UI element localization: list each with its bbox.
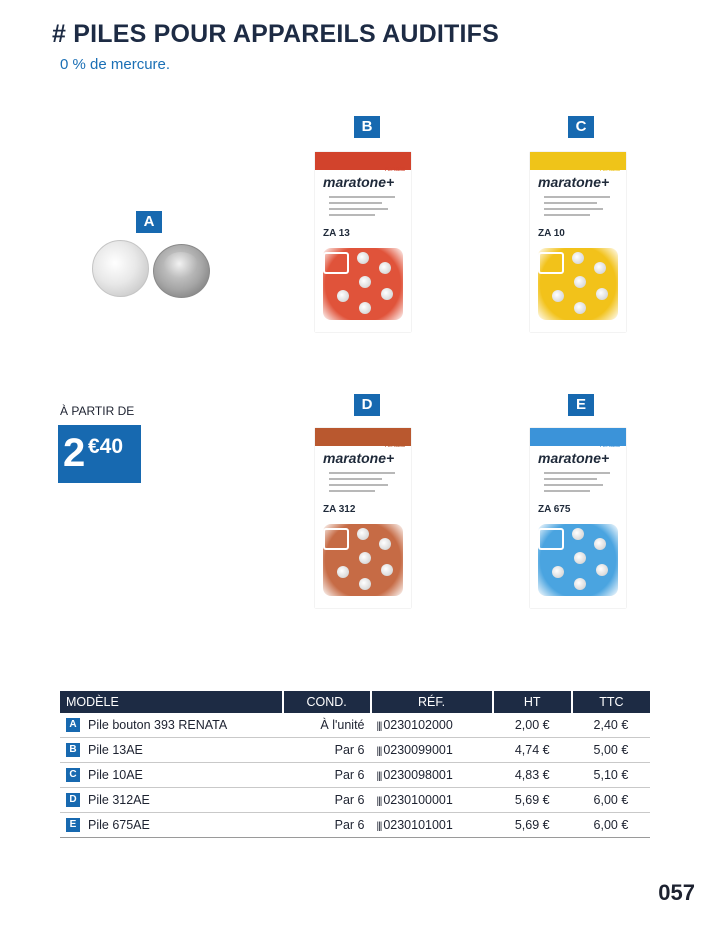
product-c-pack [530, 152, 626, 332]
product-d-pack [315, 428, 411, 608]
page-subtitle: 0 % de mercure. [60, 56, 171, 73]
pack-brand: maratone+ [538, 174, 610, 190]
row-model: Pile 312AE [88, 792, 150, 807]
row-letter: E [66, 818, 80, 832]
row-ttc: 5,00 € [572, 738, 650, 763]
button-cell-back [153, 244, 210, 298]
battery-cell [552, 566, 564, 578]
price-decimal: €40 [88, 435, 124, 458]
price-integer: 2 [63, 431, 86, 475]
header-ref: RÉF. [371, 691, 493, 713]
row-cond: Par 6 [283, 738, 371, 763]
pack-model: ZA 312 [323, 504, 356, 515]
battery-cell [552, 290, 564, 302]
battery-cell [381, 288, 393, 300]
row-ttc: 6,00 € [572, 813, 650, 838]
row-ttc: 6,00 € [572, 788, 650, 813]
row-ht: 2,00 € [493, 713, 572, 738]
product-e-letter: E [568, 394, 594, 416]
row-model: Pile bouton 393 RENATA [88, 717, 228, 732]
battery-cell [574, 276, 586, 288]
battery-cell [574, 302, 586, 314]
row-model: Pile 675AE [88, 817, 150, 832]
row-letter: A [66, 718, 80, 732]
header-cond: COND. [283, 691, 371, 713]
row-model: Pile 13AE [88, 742, 143, 757]
price-label: À PARTIR DE [60, 404, 135, 418]
button-cell-front [92, 240, 149, 297]
row-cond: Par 6 [283, 788, 371, 813]
pack-brand-small: renata [600, 442, 620, 449]
product-table [60, 691, 650, 838]
battery-cell [381, 564, 393, 576]
row-ht: 5,69 € [493, 813, 572, 838]
battery-cell [594, 262, 606, 274]
product-b-pack [315, 152, 411, 332]
table-row [60, 713, 650, 738]
battery-cell [359, 578, 371, 590]
battery-cell [572, 528, 584, 540]
pack-brand-small: renata [385, 166, 405, 173]
table-header-row [60, 691, 650, 713]
battery-cell [596, 288, 608, 300]
row-ref: 0230100001 [383, 793, 453, 807]
battery-cell [337, 566, 349, 578]
product-b-letter: B [354, 116, 380, 138]
battery-cell [596, 564, 608, 576]
battery-cell [359, 302, 371, 314]
pack-brand: maratone+ [323, 174, 395, 190]
page-number: 057 [658, 880, 695, 905]
product-d-letter: D [354, 394, 380, 416]
page-title: # PILES POUR APPAREILS AUDITIFS [52, 20, 499, 48]
pack-disc [538, 524, 618, 596]
barcode-icon: ||| [376, 796, 382, 807]
battery-cell [357, 252, 369, 264]
pack-model: ZA 675 [538, 504, 571, 515]
table-row [60, 738, 650, 763]
table-row [60, 788, 650, 813]
barcode-icon: ||| [376, 821, 382, 832]
barcode-icon: ||| [376, 746, 382, 757]
row-letter: B [66, 743, 80, 757]
battery-cell [379, 538, 391, 550]
battery-cell [359, 276, 371, 288]
battery-cell [574, 552, 586, 564]
row-ref: 0230102000 [383, 718, 453, 732]
row-cond: Par 6 [283, 763, 371, 788]
header-ht: HT [493, 691, 572, 713]
pack-disc [323, 524, 403, 596]
row-ht: 4,83 € [493, 763, 572, 788]
pack-brand-small: renata [385, 442, 405, 449]
row-letter: D [66, 793, 80, 807]
row-ref: 0230099001 [383, 743, 453, 757]
row-ref: 0230098001 [383, 768, 453, 782]
battery-cell [337, 290, 349, 302]
product-c-letter: C [568, 116, 594, 138]
pack-model: ZA 13 [323, 228, 350, 239]
row-cond: À l'unité [283, 713, 371, 738]
row-ttc: 5,10 € [572, 763, 650, 788]
product-a-letter: A [136, 211, 162, 233]
barcode-icon: ||| [376, 721, 382, 732]
row-letter: C [66, 768, 80, 782]
barcode-icon: ||| [376, 771, 382, 782]
battery-cell [574, 578, 586, 590]
product-e-pack [530, 428, 626, 608]
pack-brand: maratone+ [323, 450, 395, 466]
battery-cell [357, 528, 369, 540]
row-ttc: 2,40 € [572, 713, 650, 738]
header-ttc: TTC [572, 691, 650, 713]
battery-cell [572, 252, 584, 264]
table-row [60, 813, 650, 838]
price-badge [58, 425, 141, 483]
row-ref: 0230101001 [383, 818, 453, 832]
battery-cell [594, 538, 606, 550]
table-row [60, 763, 650, 788]
battery-cell [379, 262, 391, 274]
pack-disc [323, 248, 403, 320]
row-ht: 4,74 € [493, 738, 572, 763]
pack-brand: maratone+ [538, 450, 610, 466]
row-ht: 5,69 € [493, 788, 572, 813]
pack-model: ZA 10 [538, 228, 565, 239]
pack-brand-small: renata [600, 166, 620, 173]
header-model: MODÈLE [60, 691, 283, 713]
pack-disc [538, 248, 618, 320]
row-model: Pile 10AE [88, 767, 143, 782]
row-cond: Par 6 [283, 813, 371, 838]
battery-cell [359, 552, 371, 564]
